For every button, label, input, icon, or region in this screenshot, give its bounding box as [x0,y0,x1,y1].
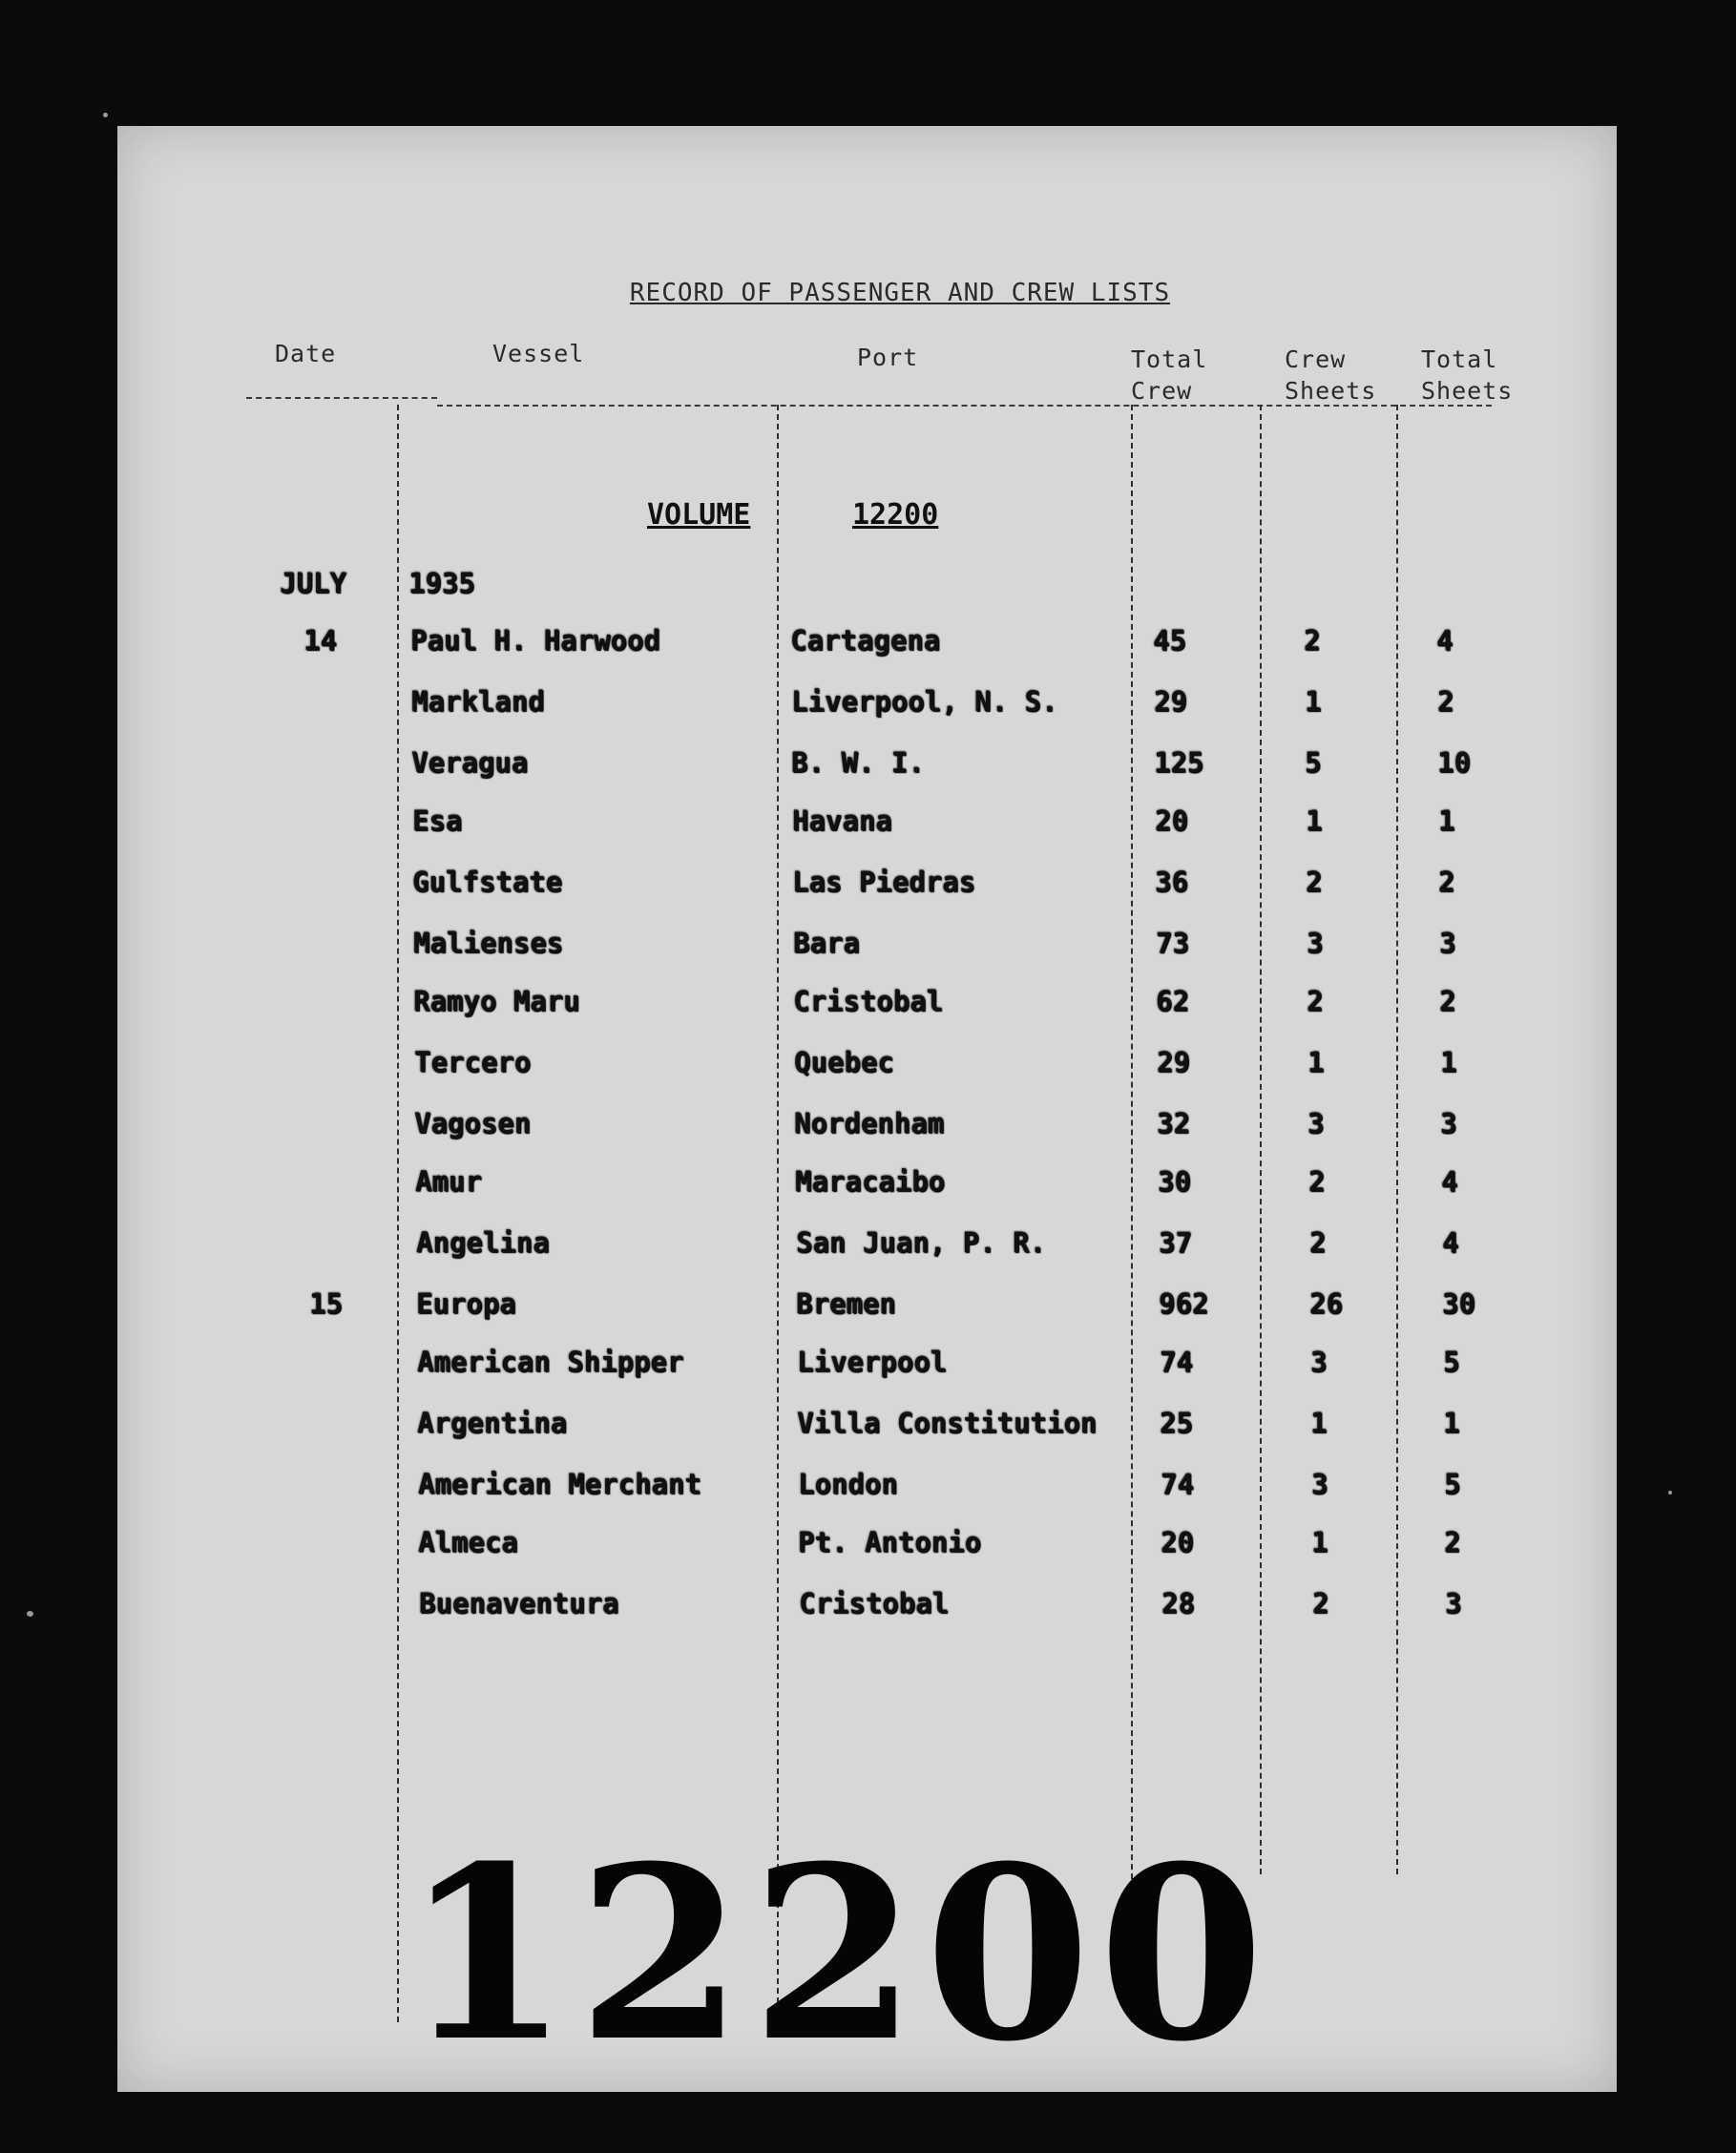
row-port: Quebec [794,1046,894,1078]
row-total-sheets: 2 [1438,866,1455,898]
row-crew-sheets: 2 [1309,1226,1327,1259]
table-row [117,1165,1617,1226]
row-vessel: Buenaventura [419,1587,619,1620]
row-total-crew: 29 [1157,1046,1190,1078]
table-row [117,1346,1617,1407]
row-total-crew: 74 [1161,1468,1194,1500]
header-total-crew-line2: Crew [1131,377,1193,405]
row-total-sheets: 2 [1439,985,1456,1017]
row-total-crew: 125 [1154,746,1204,779]
row-crew-sheets: 3 [1307,927,1324,959]
row-crew-sheets: 3 [1311,1468,1328,1500]
row-crew-sheets: 2 [1312,1587,1329,1620]
row-total-sheets: 3 [1445,1587,1462,1620]
row-total-crew: 45 [1153,624,1186,657]
row-total-sheets: 5 [1444,1468,1461,1500]
row-vessel: Paul H. Harwood [410,624,660,657]
row-vessel: Almeca [418,1526,518,1558]
row-total-crew: 20 [1155,805,1188,837]
row-port: Liverpool, N. S. [791,685,1058,718]
row-crew-sheets: 3 [1310,1346,1328,1378]
header-rule-left [246,397,437,399]
row-total-crew: 32 [1157,1107,1190,1139]
row-port: Cartagena [790,624,941,657]
row-total-sheets: 30 [1442,1287,1475,1320]
row-total-sheets: 4 [1436,624,1454,657]
row-total-crew: 74 [1160,1346,1193,1378]
row-vessel: Europa [416,1287,516,1320]
row-port: Villa Constitution [797,1407,1098,1439]
row-total-crew: 37 [1159,1226,1192,1259]
row-port: Liverpool [797,1346,948,1378]
row-port: Cristobal [793,985,944,1017]
table-row [117,985,1617,1046]
row-total-crew: 30 [1158,1165,1191,1198]
row-total-crew: 20 [1161,1526,1194,1558]
document-title: RECORD OF PASSENGER AND CREW LISTS [629,279,1171,307]
table-row [117,624,1617,685]
header-date: Date [275,340,337,367]
row-crew-sheets: 1 [1311,1526,1328,1558]
row-total-crew: 25 [1160,1407,1193,1439]
row-date: 15 [309,1287,343,1320]
row-total-crew: 62 [1156,985,1189,1017]
row-vessel: Argentina [417,1407,568,1439]
row-vessel: Veragua [411,746,529,779]
header-rule-right [437,405,1492,407]
volume-label: VOLUME [647,498,751,532]
row-vessel: Amur [415,1165,482,1198]
row-crew-sheets: 1 [1307,1046,1325,1078]
row-crew-sheets: 2 [1308,1165,1326,1198]
header-total-crew-line1: Total [1131,345,1208,373]
row-total-sheets: 4 [1442,1226,1459,1259]
row-vessel: American Merchant [418,1468,701,1500]
row-port: Bremen [796,1287,896,1320]
table-row [117,1107,1617,1168]
row-crew-sheets: 1 [1310,1407,1328,1439]
row-crew-sheets: 26 [1309,1287,1343,1320]
row-total-sheets: 3 [1440,1107,1457,1139]
row-total-sheets: 2 [1444,1526,1461,1558]
row-vessel: Malienses [413,927,564,959]
row-total-sheets: 1 [1443,1407,1460,1439]
row-total-crew: 73 [1156,927,1189,959]
row-total-sheets: 3 [1439,927,1456,959]
table-row [117,927,1617,988]
row-vessel: Angelina [416,1226,550,1259]
row-port: Las Piedras [792,866,976,898]
table-row [117,1407,1617,1468]
header-crew-sheets-line1: Crew [1285,345,1347,373]
row-crew-sheets: 2 [1304,624,1321,657]
row-crew-sheets: 5 [1305,746,1322,779]
row-vessel: American Shipper [417,1346,684,1378]
row-vessel: Tercero [414,1046,532,1078]
row-total-crew: 962 [1159,1287,1209,1320]
row-crew-sheets: 1 [1305,685,1322,718]
row-port: Pt. Antonio [798,1526,982,1558]
row-port: Bara [793,927,860,959]
table-row [117,685,1617,746]
row-date: 14 [303,624,337,657]
volume-stamp-number: 12200 [404,1813,1272,2092]
row-total-crew: 36 [1155,866,1188,898]
row-total-sheets: 4 [1441,1165,1458,1198]
row-vessel: Ramyo Maru [413,985,580,1017]
table-row [117,805,1617,866]
row-vessel: Vagosen [414,1107,532,1139]
row-crew-sheets: 2 [1307,985,1324,1017]
row-total-crew: 29 [1154,685,1187,718]
row-port: Maracaibo [795,1165,946,1198]
row-crew-sheets: 2 [1306,866,1323,898]
header-total-sheets-line2: Sheets [1421,377,1514,405]
row-vessel: Gulfstate [412,866,563,898]
row-vessel: Markland [411,685,545,718]
year-label: 1935 [408,567,475,599]
row-port: Nordenham [794,1107,945,1139]
header-vessel: Vessel [492,340,585,367]
header-crew-sheets-line2: Sheets [1285,377,1377,405]
table-row [117,866,1617,927]
row-total-sheets: 10 [1437,746,1471,779]
row-total-sheets: 2 [1437,685,1454,718]
row-total-sheets: 1 [1438,805,1455,837]
table-row [117,1226,1617,1287]
header-total-crew [1131,344,1207,407]
header-total-sheets [1421,344,1513,407]
row-port: Havana [792,805,892,837]
row-crew-sheets: 3 [1307,1107,1325,1139]
row-crew-sheets: 1 [1306,805,1323,837]
table-row [117,1046,1617,1107]
row-port: San Juan, P. R. [796,1226,1046,1259]
month-label: JULY [280,567,346,599]
row-vessel: Esa [412,805,463,837]
header-port: Port [857,344,919,371]
header-total-sheets-line1: Total [1421,345,1498,373]
header-crew-sheets [1285,344,1376,407]
volume-number: 12200 [852,498,939,532]
table-row [117,1526,1617,1587]
row-port: London [798,1468,898,1500]
row-port: B. W. I. [791,746,925,779]
row-port: Cristobal [799,1587,950,1620]
row-total-sheets: 5 [1443,1346,1460,1378]
row-total-sheets: 1 [1440,1046,1457,1078]
table-row [117,746,1617,807]
table-row [117,1468,1617,1529]
document-page [117,126,1617,2092]
table-row [117,1587,1617,1648]
table-row [117,1287,1617,1348]
row-total-crew: 28 [1161,1587,1195,1620]
